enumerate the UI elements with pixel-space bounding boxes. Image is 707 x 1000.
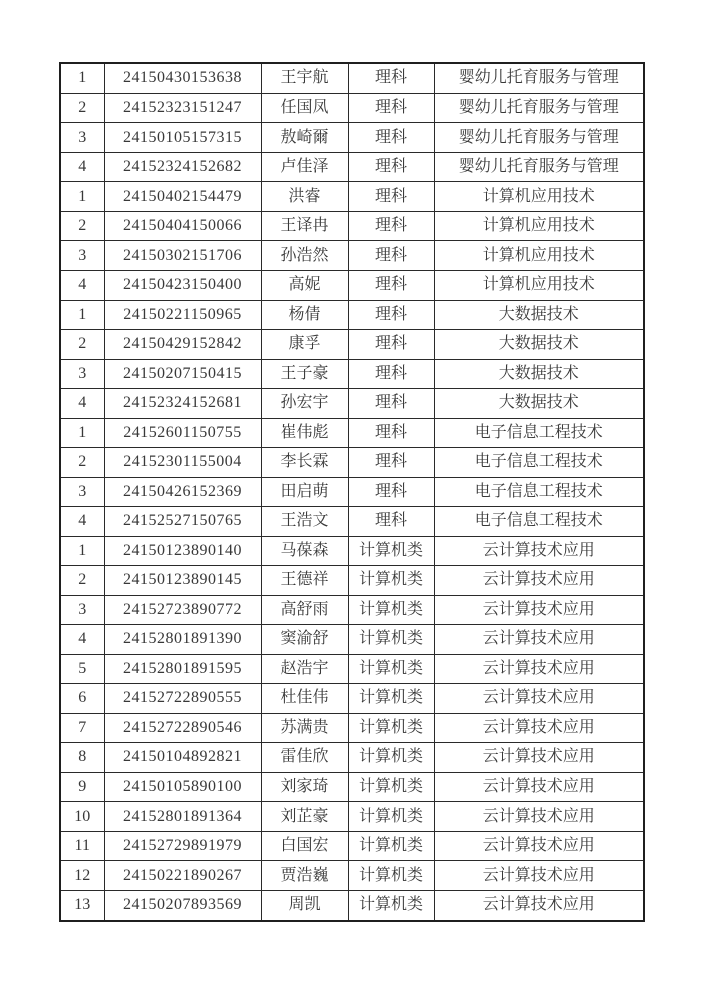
name-cell: 洪睿 — [261, 182, 348, 212]
category-cell: 计算机类 — [348, 743, 434, 773]
category-cell: 理科 — [348, 123, 434, 153]
major-cell: 云计算技术应用 — [434, 566, 644, 596]
name-cell: 杨倩 — [261, 300, 348, 330]
name-cell: 苏满贵 — [261, 713, 348, 743]
name-cell: 任国凤 — [261, 93, 348, 123]
major-cell: 计算机应用技术 — [434, 211, 644, 241]
exam-id-cell: 24152729891979 — [104, 831, 261, 861]
table-row — [60, 625, 644, 655]
name-cell: 雷佳欣 — [261, 743, 348, 773]
seq-cell: 12 — [60, 861, 104, 891]
name-cell: 孙浩然 — [261, 241, 348, 271]
seq-cell: 13 — [60, 890, 104, 921]
name-cell: 敖崎爾 — [261, 123, 348, 153]
exam-id-cell: 24150423150400 — [104, 270, 261, 300]
exam-id-cell: 24150123890140 — [104, 536, 261, 566]
name-cell: 刘芷豪 — [261, 802, 348, 832]
category-cell: 理科 — [348, 182, 434, 212]
name-cell: 赵浩宇 — [261, 654, 348, 684]
exam-id-cell: 24150207893569 — [104, 890, 261, 921]
major-cell: 电子信息工程技术 — [434, 507, 644, 537]
name-cell: 王浩文 — [261, 507, 348, 537]
category-cell: 理科 — [348, 477, 434, 507]
table-row — [60, 93, 644, 123]
seq-cell: 9 — [60, 772, 104, 802]
major-cell: 云计算技术应用 — [434, 831, 644, 861]
category-cell: 计算机类 — [348, 713, 434, 743]
table-row — [60, 182, 644, 212]
exam-id-cell: 24150430153638 — [104, 63, 261, 93]
seq-cell: 1 — [60, 182, 104, 212]
seq-cell: 10 — [60, 802, 104, 832]
seq-cell: 2 — [60, 448, 104, 478]
seq-cell: 1 — [60, 63, 104, 93]
exam-id-cell: 24150123890145 — [104, 566, 261, 596]
exam-id-cell: 24152301155004 — [104, 448, 261, 478]
table-row — [60, 477, 644, 507]
name-cell: 卢佳泽 — [261, 152, 348, 182]
exam-id-cell: 24150104892821 — [104, 743, 261, 773]
exam-id-cell: 24152723890772 — [104, 595, 261, 625]
major-cell: 计算机应用技术 — [434, 241, 644, 271]
seq-cell: 1 — [60, 300, 104, 330]
seq-cell: 1 — [60, 418, 104, 448]
seq-cell: 1 — [60, 536, 104, 566]
table-row — [60, 831, 644, 861]
seq-cell: 4 — [60, 270, 104, 300]
table-row — [60, 684, 644, 714]
category-cell: 理科 — [348, 448, 434, 478]
category-cell: 理科 — [348, 389, 434, 419]
table-row — [60, 330, 644, 360]
category-cell: 理科 — [348, 211, 434, 241]
name-cell: 李长霖 — [261, 448, 348, 478]
seq-cell: 2 — [60, 93, 104, 123]
table-row — [60, 743, 644, 773]
name-cell: 高舒雨 — [261, 595, 348, 625]
major-cell: 云计算技术应用 — [434, 536, 644, 566]
exam-id-cell: 24150402154479 — [104, 182, 261, 212]
category-cell: 理科 — [348, 63, 434, 93]
seq-cell: 11 — [60, 831, 104, 861]
category-cell: 计算机类 — [348, 566, 434, 596]
major-cell: 婴幼儿托育服务与管理 — [434, 93, 644, 123]
category-cell: 理科 — [348, 152, 434, 182]
table-row — [60, 270, 644, 300]
name-cell: 窦渝舒 — [261, 625, 348, 655]
seq-cell: 2 — [60, 330, 104, 360]
table-row — [60, 300, 644, 330]
exam-id-cell: 24150404150066 — [104, 211, 261, 241]
major-cell: 婴幼儿托育服务与管理 — [434, 123, 644, 153]
exam-id-cell: 24150429152842 — [104, 330, 261, 360]
name-cell: 田启萌 — [261, 477, 348, 507]
table-row — [60, 566, 644, 596]
major-cell: 计算机应用技术 — [434, 270, 644, 300]
category-cell: 计算机类 — [348, 802, 434, 832]
major-cell: 婴幼儿托育服务与管理 — [434, 63, 644, 93]
exam-id-cell: 24152601150755 — [104, 418, 261, 448]
major-cell: 婴幼儿托育服务与管理 — [434, 152, 644, 182]
table-row — [60, 772, 644, 802]
seq-cell: 5 — [60, 654, 104, 684]
table-row — [60, 123, 644, 153]
seq-cell: 3 — [60, 123, 104, 153]
major-cell: 大数据技术 — [434, 300, 644, 330]
name-cell: 高妮 — [261, 270, 348, 300]
seq-cell: 4 — [60, 389, 104, 419]
name-cell: 周凯 — [261, 890, 348, 921]
category-cell: 理科 — [348, 241, 434, 271]
major-cell: 大数据技术 — [434, 330, 644, 360]
category-cell: 理科 — [348, 93, 434, 123]
major-cell: 云计算技术应用 — [434, 713, 644, 743]
exam-id-cell: 24152324152682 — [104, 152, 261, 182]
major-cell: 云计算技术应用 — [434, 743, 644, 773]
major-cell: 计算机应用技术 — [434, 182, 644, 212]
seq-cell: 8 — [60, 743, 104, 773]
name-cell: 马葆森 — [261, 536, 348, 566]
exam-id-cell: 24152722890546 — [104, 713, 261, 743]
table-row — [60, 418, 644, 448]
major-cell: 云计算技术应用 — [434, 625, 644, 655]
seq-cell: 6 — [60, 684, 104, 714]
major-cell: 云计算技术应用 — [434, 861, 644, 891]
table-row — [60, 359, 644, 389]
exam-id-cell: 24150221890267 — [104, 861, 261, 891]
exam-id-cell: 24150207150415 — [104, 359, 261, 389]
category-cell: 计算机类 — [348, 772, 434, 802]
major-cell: 大数据技术 — [434, 359, 644, 389]
name-cell: 王子豪 — [261, 359, 348, 389]
category-cell: 理科 — [348, 507, 434, 537]
seq-cell: 4 — [60, 507, 104, 537]
exam-id-cell: 24152801891364 — [104, 802, 261, 832]
table-body — [60, 63, 644, 921]
seq-cell: 3 — [60, 595, 104, 625]
table-row — [60, 890, 644, 921]
exam-id-cell: 24152801891390 — [104, 625, 261, 655]
exam-id-cell: 24150426152369 — [104, 477, 261, 507]
table-row — [60, 536, 644, 566]
major-cell: 电子信息工程技术 — [434, 448, 644, 478]
major-cell: 云计算技术应用 — [434, 772, 644, 802]
table-row — [60, 713, 644, 743]
exam-id-cell: 24152801891595 — [104, 654, 261, 684]
name-cell: 王宇航 — [261, 63, 348, 93]
exam-id-cell: 24150105157315 — [104, 123, 261, 153]
exam-id-cell: 24150221150965 — [104, 300, 261, 330]
seq-cell: 2 — [60, 566, 104, 596]
table-row — [60, 654, 644, 684]
name-cell: 贾浩巍 — [261, 861, 348, 891]
table-row — [60, 63, 644, 93]
name-cell: 王德祥 — [261, 566, 348, 596]
table-row — [60, 448, 644, 478]
seq-cell: 3 — [60, 477, 104, 507]
major-cell: 云计算技术应用 — [434, 890, 644, 921]
exam-id-cell: 24152324152681 — [104, 389, 261, 419]
exam-id-cell: 24152527150765 — [104, 507, 261, 537]
major-cell: 云计算技术应用 — [434, 802, 644, 832]
category-cell: 理科 — [348, 300, 434, 330]
table-row — [60, 507, 644, 537]
seq-cell: 4 — [60, 152, 104, 182]
table-row — [60, 241, 644, 271]
name-cell: 王译冉 — [261, 211, 348, 241]
name-cell: 刘家琦 — [261, 772, 348, 802]
exam-id-cell: 24150302151706 — [104, 241, 261, 271]
table-row — [60, 152, 644, 182]
major-cell: 电子信息工程技术 — [434, 418, 644, 448]
exam-id-cell: 24152323151247 — [104, 93, 261, 123]
category-cell: 计算机类 — [348, 861, 434, 891]
table-row — [60, 802, 644, 832]
category-cell: 计算机类 — [348, 890, 434, 921]
name-cell: 白国宏 — [261, 831, 348, 861]
exam-id-cell: 24150105890100 — [104, 772, 261, 802]
table-row — [60, 389, 644, 419]
name-cell: 孙宏宇 — [261, 389, 348, 419]
category-cell: 计算机类 — [348, 536, 434, 566]
table-row — [60, 861, 644, 891]
category-cell: 计算机类 — [348, 654, 434, 684]
category-cell: 计算机类 — [348, 625, 434, 655]
category-cell: 理科 — [348, 359, 434, 389]
seq-cell: 2 — [60, 211, 104, 241]
table-row — [60, 595, 644, 625]
table-row — [60, 211, 644, 241]
major-cell: 电子信息工程技术 — [434, 477, 644, 507]
category-cell: 计算机类 — [348, 595, 434, 625]
seq-cell: 7 — [60, 713, 104, 743]
category-cell: 理科 — [348, 330, 434, 360]
seq-cell: 4 — [60, 625, 104, 655]
category-cell: 理科 — [348, 270, 434, 300]
name-cell: 康孚 — [261, 330, 348, 360]
category-cell: 理科 — [348, 418, 434, 448]
major-cell: 大数据技术 — [434, 389, 644, 419]
exam-id-cell: 24152722890555 — [104, 684, 261, 714]
major-cell: 云计算技术应用 — [434, 654, 644, 684]
name-cell: 杜佳伟 — [261, 684, 348, 714]
category-cell: 计算机类 — [348, 831, 434, 861]
category-cell: 计算机类 — [348, 684, 434, 714]
major-cell: 云计算技术应用 — [434, 595, 644, 625]
seq-cell: 3 — [60, 241, 104, 271]
name-cell: 崔伟彪 — [261, 418, 348, 448]
major-cell: 云计算技术应用 — [434, 684, 644, 714]
admission-table — [59, 62, 645, 922]
seq-cell: 3 — [60, 359, 104, 389]
